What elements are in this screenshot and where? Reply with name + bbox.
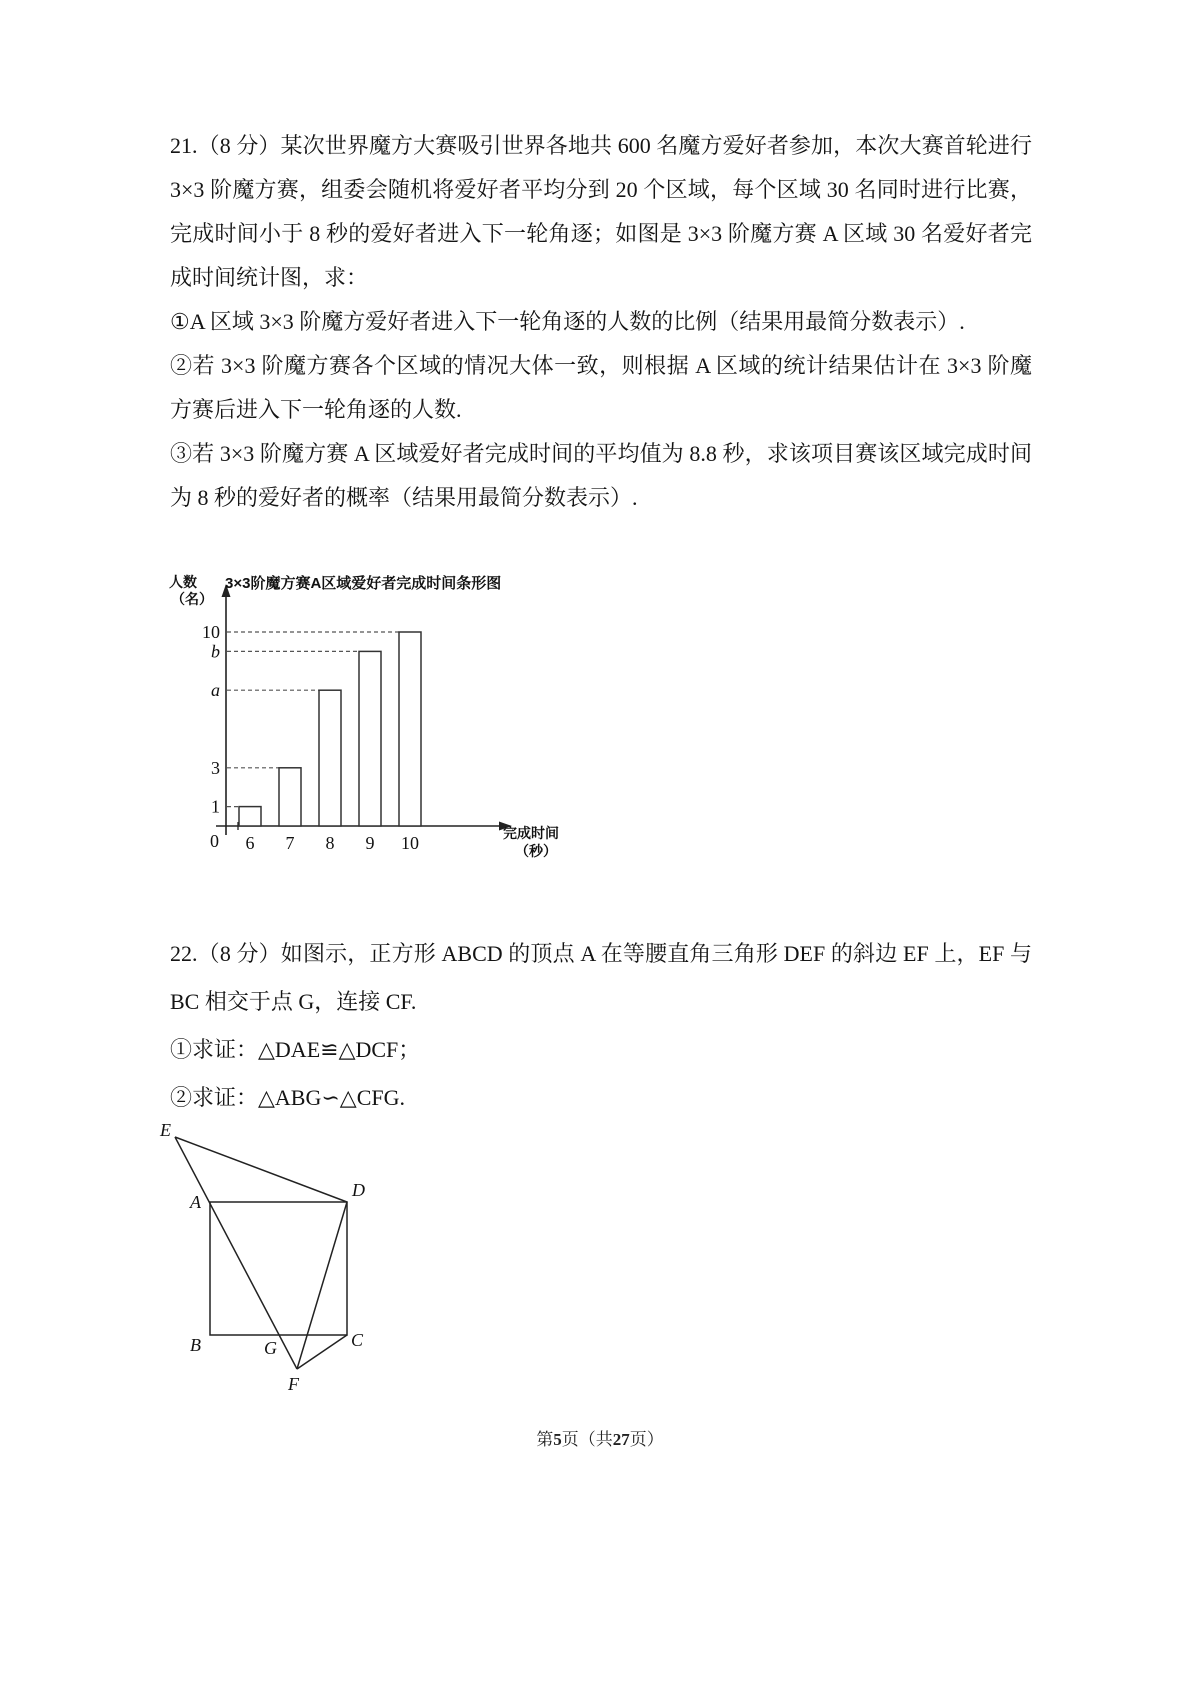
y-tick-label-a: a bbox=[211, 680, 220, 701]
y-axis-label: 人数 bbox=[169, 574, 197, 590]
bar-9 bbox=[359, 651, 381, 826]
chart-title: 3×3阶魔方赛A区域爱好者完成时间条形图 bbox=[225, 575, 502, 592]
y-tick-label-b: b bbox=[211, 641, 220, 662]
page-footer bbox=[0, 1425, 1200, 1450]
point-label-B: B bbox=[190, 1335, 201, 1355]
bar-7 bbox=[279, 768, 301, 826]
point-label-F: F bbox=[288, 1374, 299, 1394]
segment-CF bbox=[297, 1335, 347, 1369]
x-axis-label-2: （秒） bbox=[515, 843, 557, 859]
x-tick-label-7: 7 bbox=[285, 833, 295, 853]
x-tick-label-6: 6 bbox=[245, 833, 255, 853]
y-tick-label-10: 10 bbox=[202, 622, 220, 642]
completion-time-bar-chart bbox=[163, 572, 563, 867]
footer-text-prefix: 第 bbox=[536, 1430, 554, 1449]
geometry-figure-block bbox=[150, 1122, 380, 1412]
problem-21-sub2: ②若 3×3 阶魔方赛各个区域的情况大体一致，则根据 A 区域的统计结果估计在 3×3 阶魔方赛后进入下一轮角逐的人数. bbox=[170, 353, 1032, 422]
segment-DF bbox=[297, 1202, 347, 1369]
y-tick-label-3: 3 bbox=[211, 757, 220, 778]
x-tick-label-8: 8 bbox=[325, 833, 335, 853]
problem-22-sub1: ①求证：△DAE≌△DCF； bbox=[170, 1037, 421, 1062]
bar-8 bbox=[319, 690, 341, 826]
footer-total-pages: 27 bbox=[612, 1430, 630, 1449]
problem-22 bbox=[170, 930, 1032, 1122]
point-label-A: A bbox=[190, 1192, 201, 1212]
footer-page-number: 5 bbox=[553, 1430, 562, 1449]
point-label-G: G bbox=[264, 1338, 277, 1358]
footer-text-suffix: 页） bbox=[629, 1430, 664, 1449]
problem-21-stem: 21.（8 分）某次世界魔方大赛吸引世界各地共 600 名魔方爱好者参加，本次大赛首轮进行 3×3 阶魔方赛，组委会随机将爱好者平均分到 20 个区域，每个区域 30 名同时进行比赛，完成时间小于 8 秒的爱好者进入下一轮角逐；如图是 3×3 阶魔方赛 A 区域 30 名爱好者完成时间统计图，求： bbox=[170, 133, 1032, 290]
bar-10 bbox=[399, 632, 421, 826]
x-tick-label-9: 9 bbox=[365, 833, 375, 853]
problem-21 bbox=[170, 124, 1032, 520]
problem-21-sub1: ①A 区域 3×3 阶魔方爱好者进入下一轮角逐的人数的比例（结果用最简分数表示）. bbox=[170, 309, 965, 334]
problem-21-sub3: ③若 3×3 阶魔方赛 A 区域爱好者完成时间的平均值为 8.8 秒，求该项目赛该区域完成时间为 8 秒的爱好者的概率（结果用最简分数表示）. bbox=[170, 441, 1032, 510]
y-tick-label-1: 1 bbox=[211, 796, 220, 817]
geometry-figure bbox=[150, 1122, 380, 1412]
bar-6 bbox=[239, 807, 261, 826]
point-label-E: E bbox=[160, 1122, 171, 1140]
x-tick-label-10: 10 bbox=[401, 833, 419, 853]
point-label-C: C bbox=[351, 1330, 364, 1350]
y-axis-label-2: （名） bbox=[171, 591, 213, 607]
problem-22-stem: 22.（8 分）如图示，正方形 ABCD 的顶点 A 在等腰直角三角形 DEF 的斜边 EF 上，EF 与 BC 相交于点 G，连接 CF. bbox=[170, 941, 1032, 1014]
bar-chart-svg bbox=[163, 572, 563, 867]
x-axis-label: 完成时间 bbox=[503, 825, 559, 841]
origin-label: 0 bbox=[210, 831, 219, 851]
footer-text-middle: 页（共 bbox=[561, 1430, 613, 1449]
point-label-D: D bbox=[352, 1180, 365, 1200]
problem-22-sub2: ②求证：△ABG∽△CFG. bbox=[170, 1085, 406, 1110]
